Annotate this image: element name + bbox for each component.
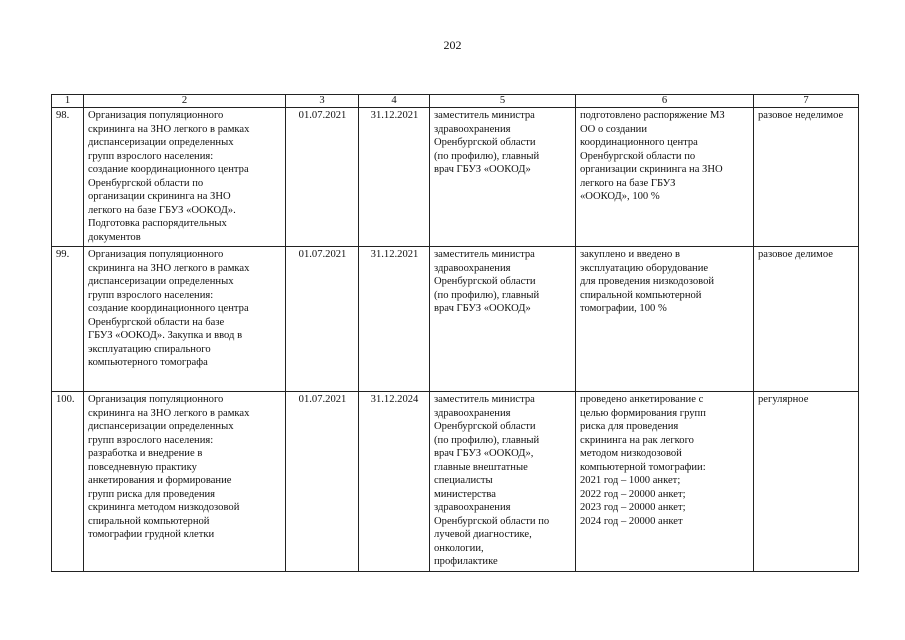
table-row <box>52 108 859 247</box>
row-result: проведено анкетирование с целью формирования групп риска для проведения скрининга на рак легкого методом низкодозовой компьютерной томографии: 2021 год – 1000 анкет; 2022 год – 20000 анкет; 2023 год – 20000 анкет; 2024 год – 20000 анкет <box>576 392 754 572</box>
row-start-date: 01.07.2021 <box>286 392 359 572</box>
row-start-date: 01.07.2021 <box>286 247 359 392</box>
row-number: 100. <box>52 392 84 572</box>
header-cell: 6 <box>576 95 754 108</box>
row-end-date: 31.12.2021 <box>359 108 430 247</box>
row-result: подготовлено распоряжение МЗ ОО о создании координационного центра Оренбургской области по организации скрининга на ЗНО легкого на базе ГБУЗ «ООКОД», 100 % <box>576 108 754 247</box>
page-number: 202 <box>443 38 462 52</box>
row-description: Организация популяционного скрининга на ЗНО легкого в рамках диспансеризации определенных групп взрослого населения: разработка и внедрение в повседневную практику анкетирования и формирование групп риска для проведения скрининга методом низкодозовой спиральной компьютерной томографии грудной клетки <box>84 392 286 572</box>
header-cell: 1 <box>52 95 84 108</box>
row-type: регулярное <box>754 392 859 572</box>
row-type: разовое неделимое <box>754 108 859 247</box>
header-cell: 5 <box>430 95 576 108</box>
table-row <box>52 247 859 392</box>
table-row <box>52 392 859 572</box>
header-row <box>52 95 859 108</box>
row-result: закуплено и введено в эксплуатацию оборудование для проведения низкодозовой спиральной компьютерной томографии, 100 % <box>576 247 754 392</box>
action-plan-table <box>51 94 859 572</box>
row-responsible: заместитель министра здравоохранения Оренбургской области (по профилю), главный врач ГБУЗ «ООКОД» <box>430 247 576 392</box>
row-description: Организация популяционного скрининга на ЗНО легкого в рамках диспансеризации определенных групп взрослого населения: создание координационного центра Оренбургской области по организации скрининга на ЗНО легкого на базе ГБУЗ «ООКОД». Подготовка распорядительных документов <box>84 108 286 247</box>
row-number: 99. <box>52 247 84 392</box>
row-description: Организация популяционного скрининга на ЗНО легкого в рамках диспансеризации определенных групп взрослого населения: создание координационного центра Оренбургской области на базе ГБУЗ «ООКОД». Закупка и ввод в эксплуатацию спирального компьютерного томографа <box>84 247 286 392</box>
header-cell: 3 <box>286 95 359 108</box>
row-type: разовое делимое <box>754 247 859 392</box>
header-cell: 4 <box>359 95 430 108</box>
row-end-date: 31.12.2021 <box>359 247 430 392</box>
row-start-date: 01.07.2021 <box>286 108 359 247</box>
row-responsible: заместитель министра здравоохранения Оренбургской области (по профилю), главный врач ГБУЗ «ООКОД», главные внештатные специалисты министерства здравоохранения Оренбургской области по лучевой диагностике, онкологии, профилактике <box>430 392 576 572</box>
row-number: 98. <box>52 108 84 247</box>
header-cell: 7 <box>754 95 859 108</box>
header-cell: 2 <box>84 95 286 108</box>
row-responsible: заместитель министра здравоохранения Оренбургской области (по профилю), главный врач ГБУЗ «ООКОД» <box>430 108 576 247</box>
row-end-date: 31.12.2024 <box>359 392 430 572</box>
